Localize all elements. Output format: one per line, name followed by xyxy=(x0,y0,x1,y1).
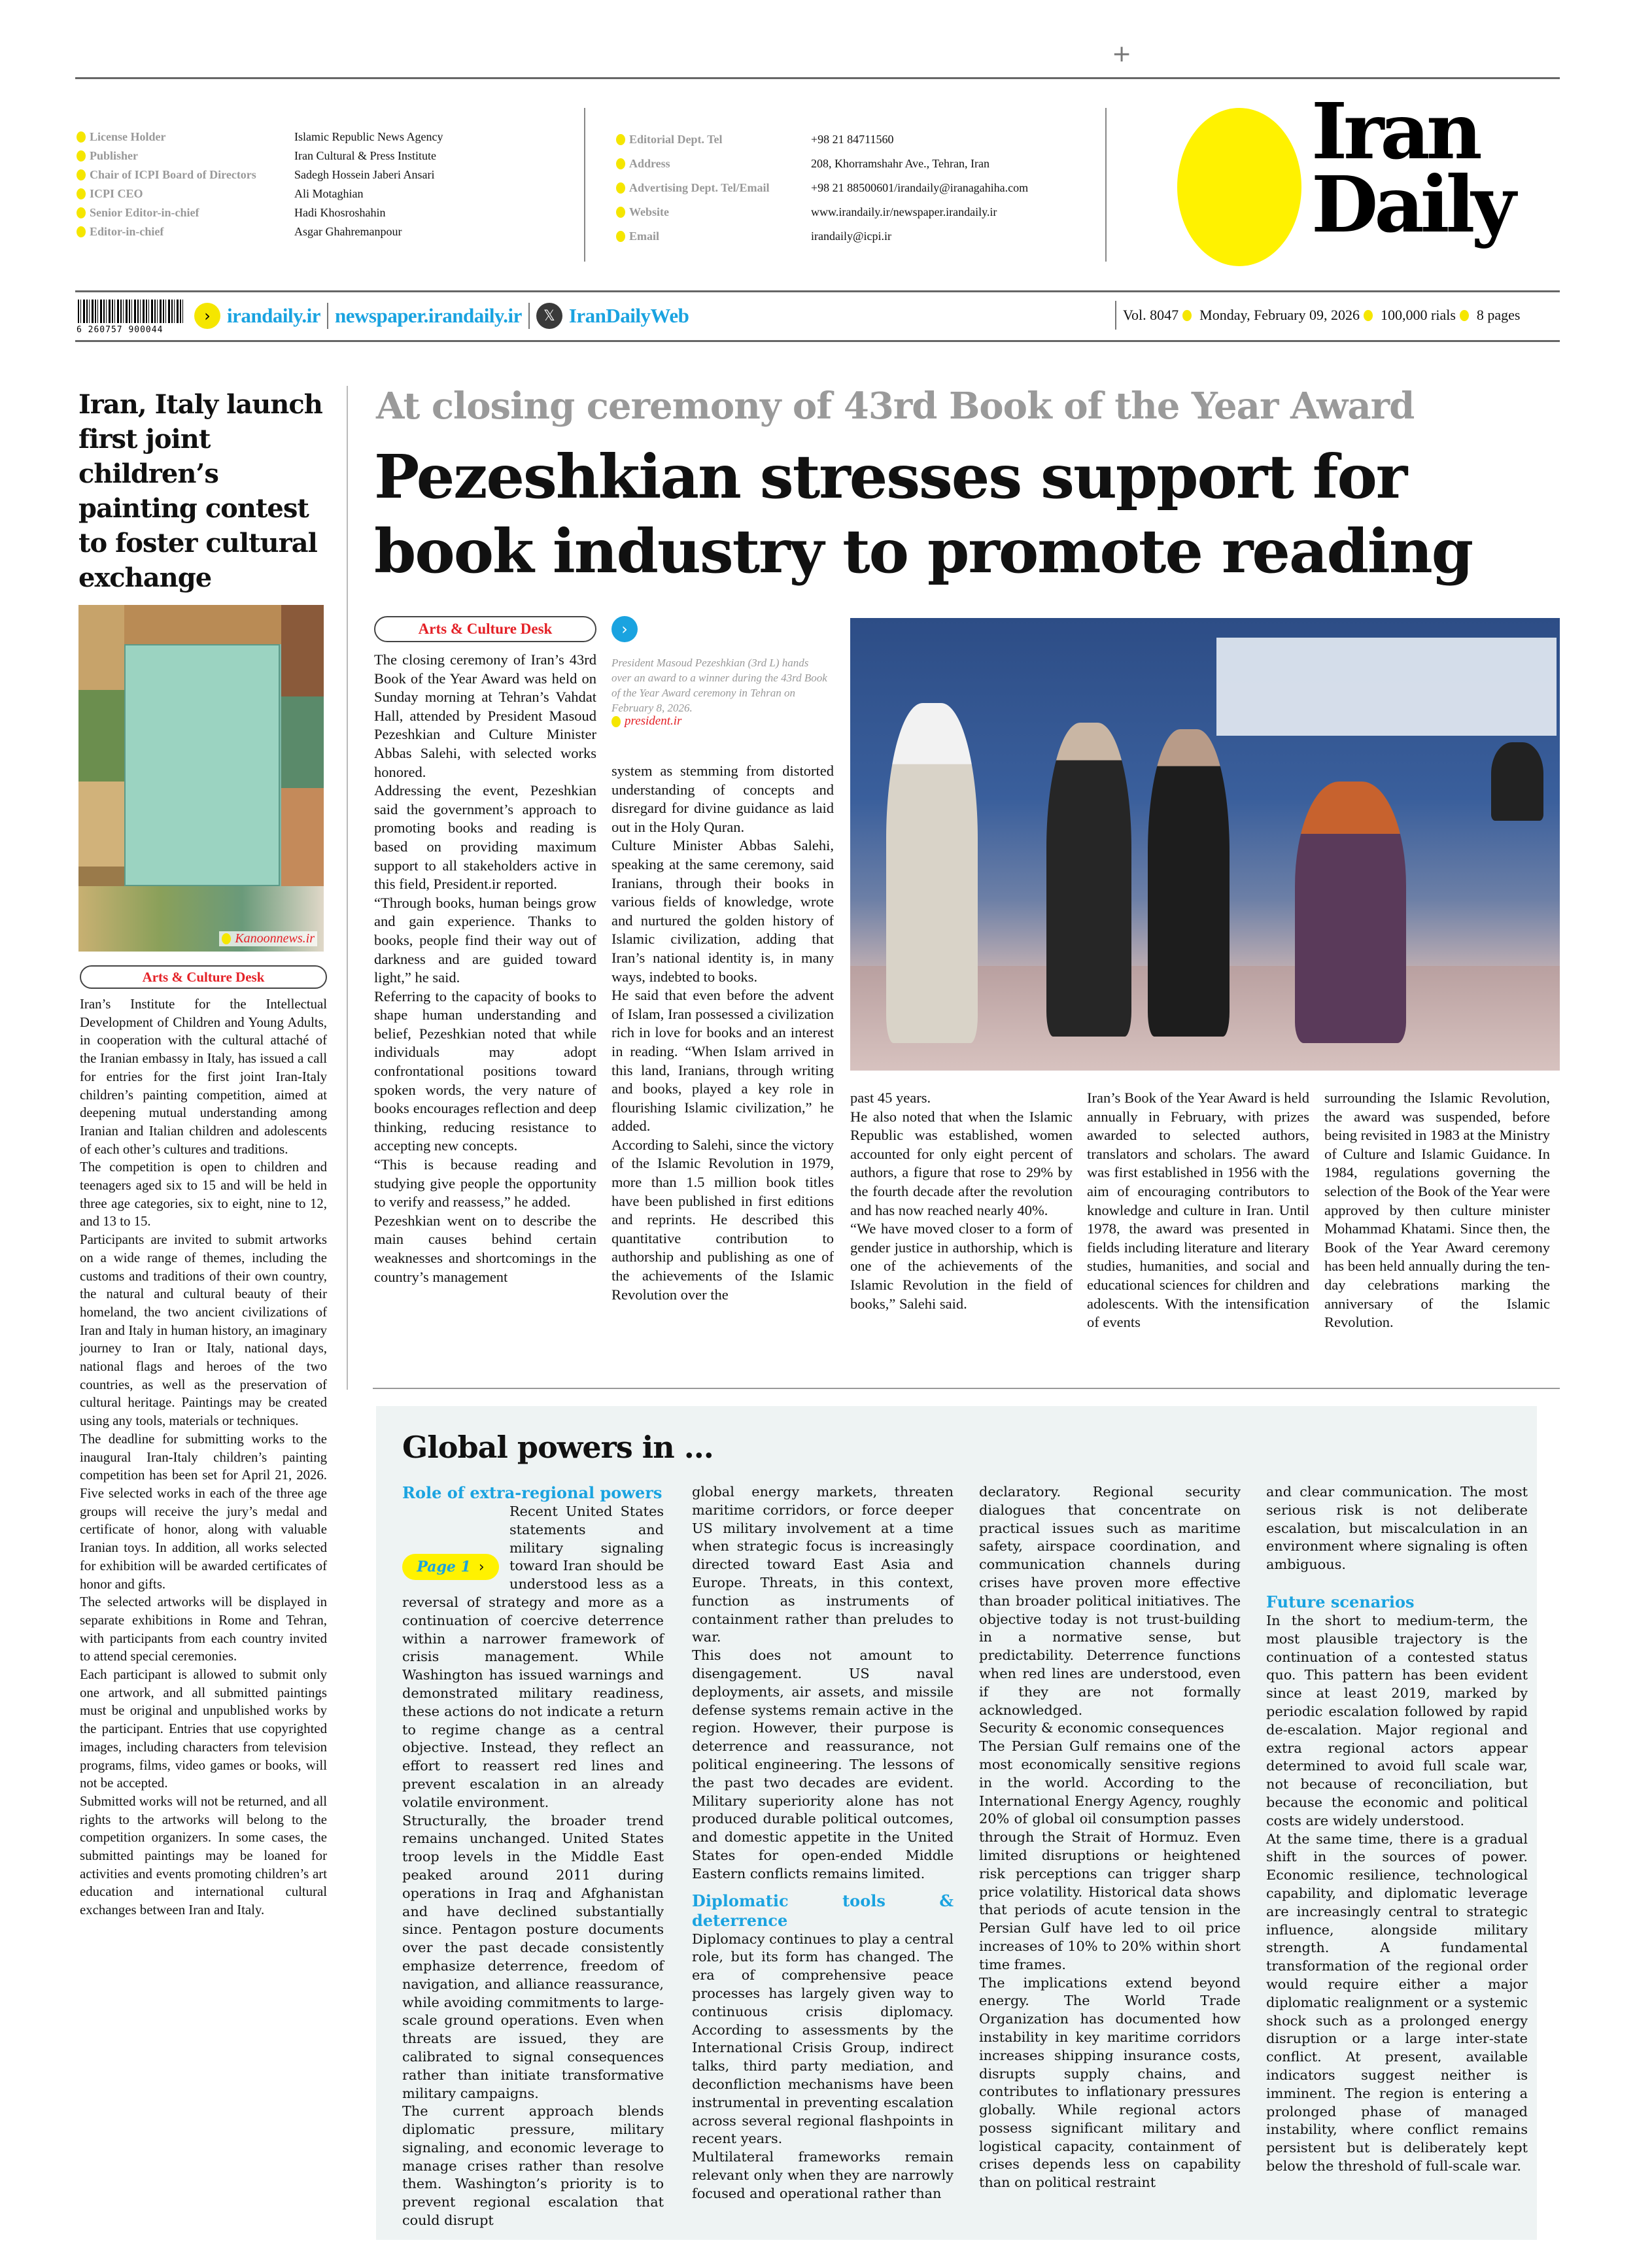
value-chair: Sadegh Hossein Jaberi Ansari xyxy=(294,168,435,181)
label-text: Senior Editor-in-chief xyxy=(90,206,199,219)
value-email[interactable]: irandaily@icpi.ir xyxy=(811,230,892,243)
value-editorial-tel: +98 21 84711560 xyxy=(811,133,894,146)
painting-tile xyxy=(281,696,324,788)
main-headline[interactable]: Pezeshkian stresses support for book industry to promote reading xyxy=(374,441,1473,587)
side-story-body xyxy=(80,995,327,1919)
gp-col-4 xyxy=(1266,1483,1528,2176)
main-col-1 xyxy=(374,651,596,1286)
label-text: Publisher xyxy=(90,149,139,162)
paragraph: He also noted that when the Islamic Republic was established, women accounted for only eight percent of authors, a figure that rose to 29% by the fourth decade after the revolution and has now reached nearly 40%. xyxy=(850,1108,1073,1218)
photo-figure xyxy=(1046,723,1131,1037)
paragraph: declaratory. Regional security dialogues that concentrate on practical issues such as maritime safety, airspace coordination, and communication channels during crises have proven more effective than broader political initiatives. The objective today is not trust-building in a normative sense, but predictability. Deterrence functions when red lines are understood, even if they are not formally acknowledged. xyxy=(979,1484,1241,1718)
paragraph: Participants are invited to submit artworks on a wide range of themes, including the customs and traditions of their own country, the natural and cultural beauty of their homeland, the two ancient civilizations of Iran and Italy in human history, an imaginary journey to Iran or Italy, national days, national flags and heroes of the two countries, as well as the preservation of cultural heritage. Paintings may be created using any tools, materials or techniques. xyxy=(80,1232,327,1429)
main-kicker: At closing ceremony of 43rd Book of the Year Award xyxy=(376,385,1415,428)
masthead-values-right xyxy=(811,128,1112,249)
paragraph: The current approach blends diplomatic pressure, military signaling, and economic leverage to manage crises rather than resolve them. Washington’s priority is to prevent regional escalation that could disrupt xyxy=(402,2103,664,2229)
value-senior-editor: Hadi Khosroshahin xyxy=(294,206,386,219)
page-1-button[interactable] xyxy=(402,1554,499,1580)
logo xyxy=(1311,86,1513,250)
value-ceo: Ali Motaghian xyxy=(294,187,364,200)
label-text: Website xyxy=(629,205,669,218)
bullet-dot-icon xyxy=(611,716,621,727)
label-editorial-tel xyxy=(616,128,832,152)
logo-line-1: Iran xyxy=(1311,86,1479,177)
bullet-dot-icon xyxy=(77,226,86,237)
paragraph: He said that even before the advent of Islam, Iran possessed a civilization rich in love for books and an interest in reading. “When Islam arrived in this land, Iranians, through writing and books, played a key role in flourishing Islamic civilization,” he added. xyxy=(611,987,834,1135)
bullet-dot-icon xyxy=(77,131,86,143)
painting-tile xyxy=(124,605,281,644)
bullet-dot-icon xyxy=(77,150,86,162)
label-text: Editorial Dept. Tel xyxy=(629,133,723,146)
masthead-values-left xyxy=(294,128,569,241)
paragraph: The closing ceremony of Iran’s 43rd Book of the Year Award was held on Sunday morning at Tehran’s Vahdat Hall, attended by President Masoud Pezeshkian and Culture Minister Abbas Salehi, with selected works honored. xyxy=(374,651,596,780)
gp-col-1-body xyxy=(402,1503,664,2230)
gp-col-1 xyxy=(402,1483,664,2230)
photo-credit-text: president.ir xyxy=(625,714,682,728)
contest-poster xyxy=(124,644,280,886)
paragraph: The Persian Gulf remains one of the most economically sensitive regions in the world. According to the International Energy Agency, roughly 20% of global oil consumption passes through the Strait of Hormuz. Even limited disruptions or heightened risk perceptions can trigger sharp price volatility. Historical data shows that periods of acute tension in the Persian Gulf have led to oil price increases of 10% to 20% within short time frames. xyxy=(979,1738,1241,1972)
logo-line-2: Daily xyxy=(1311,159,1513,250)
masthead-labels-right xyxy=(616,128,832,249)
strip-rule-bottom xyxy=(75,340,1560,342)
main-col-5 xyxy=(1324,1089,1550,1332)
masthead-labels-left xyxy=(77,128,292,241)
bullet-dot-icon xyxy=(1460,310,1469,321)
volume: Vol. 8047 xyxy=(1123,307,1179,323)
paragraph xyxy=(402,1503,664,1812)
column-divider xyxy=(347,386,348,1390)
global-powers-title[interactable]: Global powers in ... xyxy=(402,1430,714,1465)
label-advertising xyxy=(616,176,832,200)
paragraph: and clear communication. The most serious risk is not deliberate escalation, but miscalculation in an environment where signaling is often ambiguous. xyxy=(1266,1484,1528,1573)
price: 100,000 rials xyxy=(1381,307,1456,323)
bullet-dot-icon xyxy=(616,134,625,145)
main-col-2 xyxy=(611,762,834,1304)
gp-subhead: Diplomatic tools & deterrence xyxy=(692,1891,954,1930)
gp-col-2 xyxy=(692,1483,954,2203)
photo-credit xyxy=(219,931,317,946)
label-text: License Holder xyxy=(90,130,166,143)
bullet-dot-icon xyxy=(1364,310,1373,321)
paragraph: Iran’s Book of the Year Award is held annually in February, with prizes awarded to selected authors, translators and scholars. The award was first established in 1956 with the aim of encouraging contributors to knowledge and culture in Iran. Until 1978, the award was presented in fields including literature and literary studies, humanities, and social and educational sciences for children and adolescents. With the intensification of events xyxy=(1087,1090,1309,1331)
paragraph: Iran’s Institute for the Intellectual Development of Children and Young Adults, in cooperation with the cultural attaché of the Iranian embassy in Italy, has issued a call for entries for the first joint Iran-Italy children’s painting competition, aimed at deepening mutual understanding among Iranian and Italian children and adolescents of each other’s cultures and traditions. xyxy=(80,997,327,1157)
paragraph: Diplomacy continues to play a central role, but its form has changed. The era of comprehensive peace processes has largely given way to continuous crisis diplomacy. According to assessments by the International Crisis Group, indirect talks, third party mediation, and deconfliction mechanisms have been instrumental in preventing escalation across several regional flashpoints in recent years. xyxy=(692,1931,954,2147)
paragraph: “Through books, human beings grow and gain experience. Thanks to books, people find their way out of darkness and are guided toward light,” he said. xyxy=(374,894,596,986)
paragraph: The competition is open to children and teenagers aged six to 15 and will be held in three age categories, six to eight, nine to 12, and 13 to 15. xyxy=(80,1160,327,1229)
issue-date: Monday, February 09, 2026 xyxy=(1199,307,1360,323)
value-publisher: Iran Cultural & Press Institute xyxy=(294,149,436,162)
label-email xyxy=(616,224,832,249)
photo-backdrop-banner xyxy=(1216,638,1557,736)
link-newspaper[interactable]: newspaper.irandaily.ir xyxy=(335,304,522,327)
bullet-dot-icon xyxy=(616,207,625,218)
bullet-dot-icon xyxy=(222,933,231,944)
label-text: ICPI CEO xyxy=(90,187,143,200)
gp-subhead: Role of extra-regional powers xyxy=(402,1483,663,1502)
painting-tile xyxy=(78,782,124,867)
label-text: Chair of ICPI Board of Directors xyxy=(90,168,256,181)
paragraph: Submitted works will not be returned, and all rights to the artworks will belong to the competition organizers. In some cases, the submitted paintings may be loaned for activities and events promoting children’s art education and international cultural exchanges between Iran and Italy. xyxy=(80,1793,327,1918)
x-logo-icon: 𝕏 xyxy=(536,303,562,329)
paragraph: Multilateral frameworks remain relevant only when they are narrowly focused and operational rather than xyxy=(692,2149,954,2201)
side-story-headline[interactable]: Iran, Italy launch first joint children’s painting contest to foster cultural exchange xyxy=(78,389,322,593)
paragraph: surrounding the Islamic Revolution, the award was suspended, before being revisited in 1983 at the Ministry of Culture and Islamic Guidance. In 1984, regulations governing the selection of the Book of the Year were approved by then culture minister Mohammad Khatami. Since then, the Book of the Year Award ceremony has been held annually during the ten-day celebrations marking the anniversary of the Islamic Revolution. xyxy=(1324,1090,1550,1331)
main-col-3 xyxy=(850,1089,1073,1313)
label-license-holder xyxy=(77,128,292,146)
paragraph: system as stemming from distorted understanding of concepts and disregard for divine guidance as laid out in the Holy Quran. xyxy=(611,763,834,835)
value-address: 208, Khorramshahr Ave., Tehran, Iran xyxy=(811,157,990,170)
masthead-divider xyxy=(584,108,585,262)
crop-mark-icon: + xyxy=(1112,41,1132,67)
ceremony-photo xyxy=(850,618,1560,1071)
label-publisher xyxy=(77,146,292,165)
bullet-dot-icon xyxy=(616,182,625,194)
painting-tile xyxy=(281,605,324,696)
bullet-dot-icon xyxy=(616,158,625,169)
value-advertising[interactable]: +98 21 88500601/irandaily@iranagahiha.com xyxy=(811,181,1029,194)
link-divider xyxy=(327,303,328,329)
paragraph: “This is because reading and studying give people the opportunity to verify and reassess,” he added. xyxy=(374,1156,596,1211)
strip-rule-top xyxy=(75,290,1560,292)
main-col-4 xyxy=(1087,1089,1309,1332)
link-divider xyxy=(528,303,530,329)
gp-subhead: Future scenarios xyxy=(1266,1592,1415,1611)
bullet-dot-icon xyxy=(77,188,86,199)
paragraph: The selected artworks will be displayed in separate exhibitions in Rome and Tehran, with participants from each country invited to attend special ceremonies. xyxy=(80,1594,327,1664)
paragraph: Each participant is allowed to submit only one artwork, and all submitted paintings must be original and unpublished works by the participant. Entries that use copyrighted images, including characters from television programs, films, video games or books, will not be accepted. xyxy=(80,1667,327,1791)
painting-tile xyxy=(78,605,124,690)
paragraph: The implications extend beyond energy. The World Trade Organization has documented how instability in key maritime corridors increases shipping insurance costs, disrupts supply chains, and contributes to inflationary pressures globally. While regional actors possess significant military and logistical capacity, containment of crises depends less on capability than on political restraint xyxy=(979,1974,1241,2191)
label-text: Editor-in-chief xyxy=(90,225,164,238)
value-license-holder: Islamic Republic News Agency xyxy=(294,130,443,143)
chevron-right-icon[interactable]: › xyxy=(611,616,638,642)
paragraph: Security & economic consequences xyxy=(979,1720,1224,1736)
label-text: Advertising Dept. Tel/Email xyxy=(629,181,770,194)
photo-figure xyxy=(886,703,978,1043)
page-1-label: Page 1 xyxy=(417,1558,471,1575)
link-social[interactable]: IranDailyWeb xyxy=(568,304,689,327)
bullet-dot-icon xyxy=(1182,310,1192,321)
links-strip xyxy=(75,296,689,336)
bullet-dot-icon xyxy=(77,207,86,218)
photo-figure xyxy=(1491,742,1543,821)
label-senior-editor xyxy=(77,203,292,222)
bullet-dot-icon xyxy=(77,169,86,180)
photo-figure xyxy=(1148,729,1230,1037)
label-address xyxy=(616,152,832,176)
photo-caption: President Masoud Pezeshkian (3rd L) hands over an award to a winner during the 43rd Book of the Year Award ceremony in Tehran on February 8, 2026. xyxy=(611,657,827,714)
top-rule xyxy=(75,77,1560,79)
paragraph: Structurally, the broader trend remains unchanged. United States troop levels in the Middle East peaked around 2011 during operations in Iraq and Afghanistan and have declined substantially since. Pentagon posture documents over the past decade consistently emphasize deterrence, freedom of navigation, and alliance reassurance, while avoiding commitments to large-scale ground operations. Even when threats are issued, they are calibrated to signal consequences rather than initiate transformative military campaigns. xyxy=(402,1812,664,2101)
side-desk-label: Arts & Culture Desk xyxy=(80,965,327,989)
photo-figure xyxy=(1295,782,1406,1043)
label-text: Email xyxy=(629,230,660,243)
barcode-number: 6 260757 900044 xyxy=(77,325,164,335)
label-editor xyxy=(77,222,292,241)
paragraph: According to Salehi, since the victory of the Islamic Revolution in 1979, more than 1.5 million book titles have been published in first editions and reprints. He described this quantitative contribution to authorship and publishing as one of the achievements of the Islamic Revolution over the xyxy=(611,1136,834,1303)
paragraph-text: Recent United States statements and military signaling toward Iran should be understood less as a reversal of strategy and more as a continuation of coercive deterrence within a narrower framework of crisis management. While Washington has issued warnings and demonstrated military readiness, these actions do not indicate a return to regime change as a central objective. Instead, they reflect an effort to reassert red lines and prevent escalation in an already volatile environment. xyxy=(402,1503,664,1810)
painting-tile xyxy=(78,690,124,782)
paragraph: In the short to medium-term, the most plausible trajectory is the continuation of a contested status quo. This pattern has been evident since at least 2019, marked by periodic escalation followed by rapid de-escalation. Major regional and extra regional actors appear determined to avoid full scale war, not because of reconciliation, but because the economic and political costs are widely understood. xyxy=(1266,1612,1528,1829)
paragraph: past 45 years. xyxy=(850,1090,931,1106)
paragraph: Culture Minister Abbas Salehi, speaking at the same ceremony, said Iranians, through their books in various fields of knowledge, wrote and nurtured the golden history of Islamic civilization, adding that Iran’s national identity is, in many ways, indebted to books. xyxy=(611,837,834,985)
paragraph: At the same time, there is a gradual shift in the sources of power. Economic resilience, technological capability, and diplomatic leverage are increasingly central to strategic influence, alongside military strength. A fundamental transformation of the regional order would require either a major diplomatic realignment or a systemic shock such as a prolonged energy disruption or a large inter-state conflict. At present, available indicators suggest neither is imminent. The region is entering a prolonged phase of managed instability, where conflict remains persistent but is deliberately kept below the threshold of full-scale war. xyxy=(1266,1830,1528,2174)
value-editor: Asgar Ghahremanpour xyxy=(294,225,402,238)
label-website xyxy=(616,200,832,224)
chevron-right-icon: › xyxy=(478,1558,485,1575)
side-story-photo xyxy=(78,605,324,952)
section-divider xyxy=(373,1388,1560,1389)
link-irandaily[interactable]: irandaily.ir xyxy=(227,304,320,327)
paragraph: Addressing the event, Pezeshkian said the government’s approach to promoting books and reading is based on providing maximum support to all stakeholders active in this field, President.ir reported. xyxy=(374,782,596,893)
value-website[interactable]: www.irandaily.ir/newspaper.irandaily.ir xyxy=(811,205,997,218)
label-chair xyxy=(77,165,292,184)
main-desk-label: Arts & Culture Desk xyxy=(374,616,596,642)
paragraph: This does not amount to disengagement. US naval deployments, air assets, and missile defense systems remain active in the region. However, their purpose is deterrence and reassurance, not political engineering. The lessons of the past two decades are evident. Military superiority alone has not produced durable political outcomes, and domestic appetite in the United States for open-ended Middle Eastern conflicts remains limited. xyxy=(692,1647,954,1881)
chevron-right-icon: › xyxy=(194,303,220,329)
bullet-dot-icon xyxy=(616,231,625,242)
photo-credit-text: Kanoonnews.ir xyxy=(235,931,315,946)
paragraph: “We have moved closer to a form of gender justice in authorship, which is one of the achievements of the Islamic Revolution in the field of books,” Salehi said. xyxy=(850,1220,1073,1312)
page-count: 8 pages xyxy=(1476,307,1521,323)
issue-info xyxy=(1115,301,1520,330)
masthead-divider xyxy=(1105,108,1107,262)
paragraph: The deadline for submitting works to the inaugural Iran-Italy children’s painting competition has been set for April 21, 2026. Five selected works in each of the three age groups will receive the jury’s medal and certificate of honor, along with valuable Iranian toys. In addition, all works selected for exhibition will be awarded certificates of honor and gifts. xyxy=(80,1431,327,1592)
paragraph: Referring to the capacity of books to shape human understanding and belief, Pezeshkian noted that while individuals may adopt confrontational positions toward spoken words, the very nature of books encourages reflection and deep thinking, reducing resistance to accepting new concepts. xyxy=(374,988,596,1154)
label-ceo xyxy=(77,184,292,203)
painting-tile xyxy=(281,788,324,886)
paragraph: Pezeshkian went on to describe the main causes behind certain weaknesses and shortcomings in the country’s management xyxy=(374,1212,596,1285)
logo-yellow-dot xyxy=(1177,108,1301,266)
paragraph: global energy markets, threaten maritime corridors, or force deeper US military involvement at a time when strategic focus is increasingly directed toward East Asia and Europe. Threats, in this context, function as instruments of containment rather than preludes to war. xyxy=(692,1484,954,1645)
barcode-bars xyxy=(78,300,185,323)
barcode xyxy=(75,297,188,335)
gp-col-3 xyxy=(979,1483,1241,2192)
photo-credit xyxy=(611,714,681,729)
label-text: Address xyxy=(629,157,670,170)
